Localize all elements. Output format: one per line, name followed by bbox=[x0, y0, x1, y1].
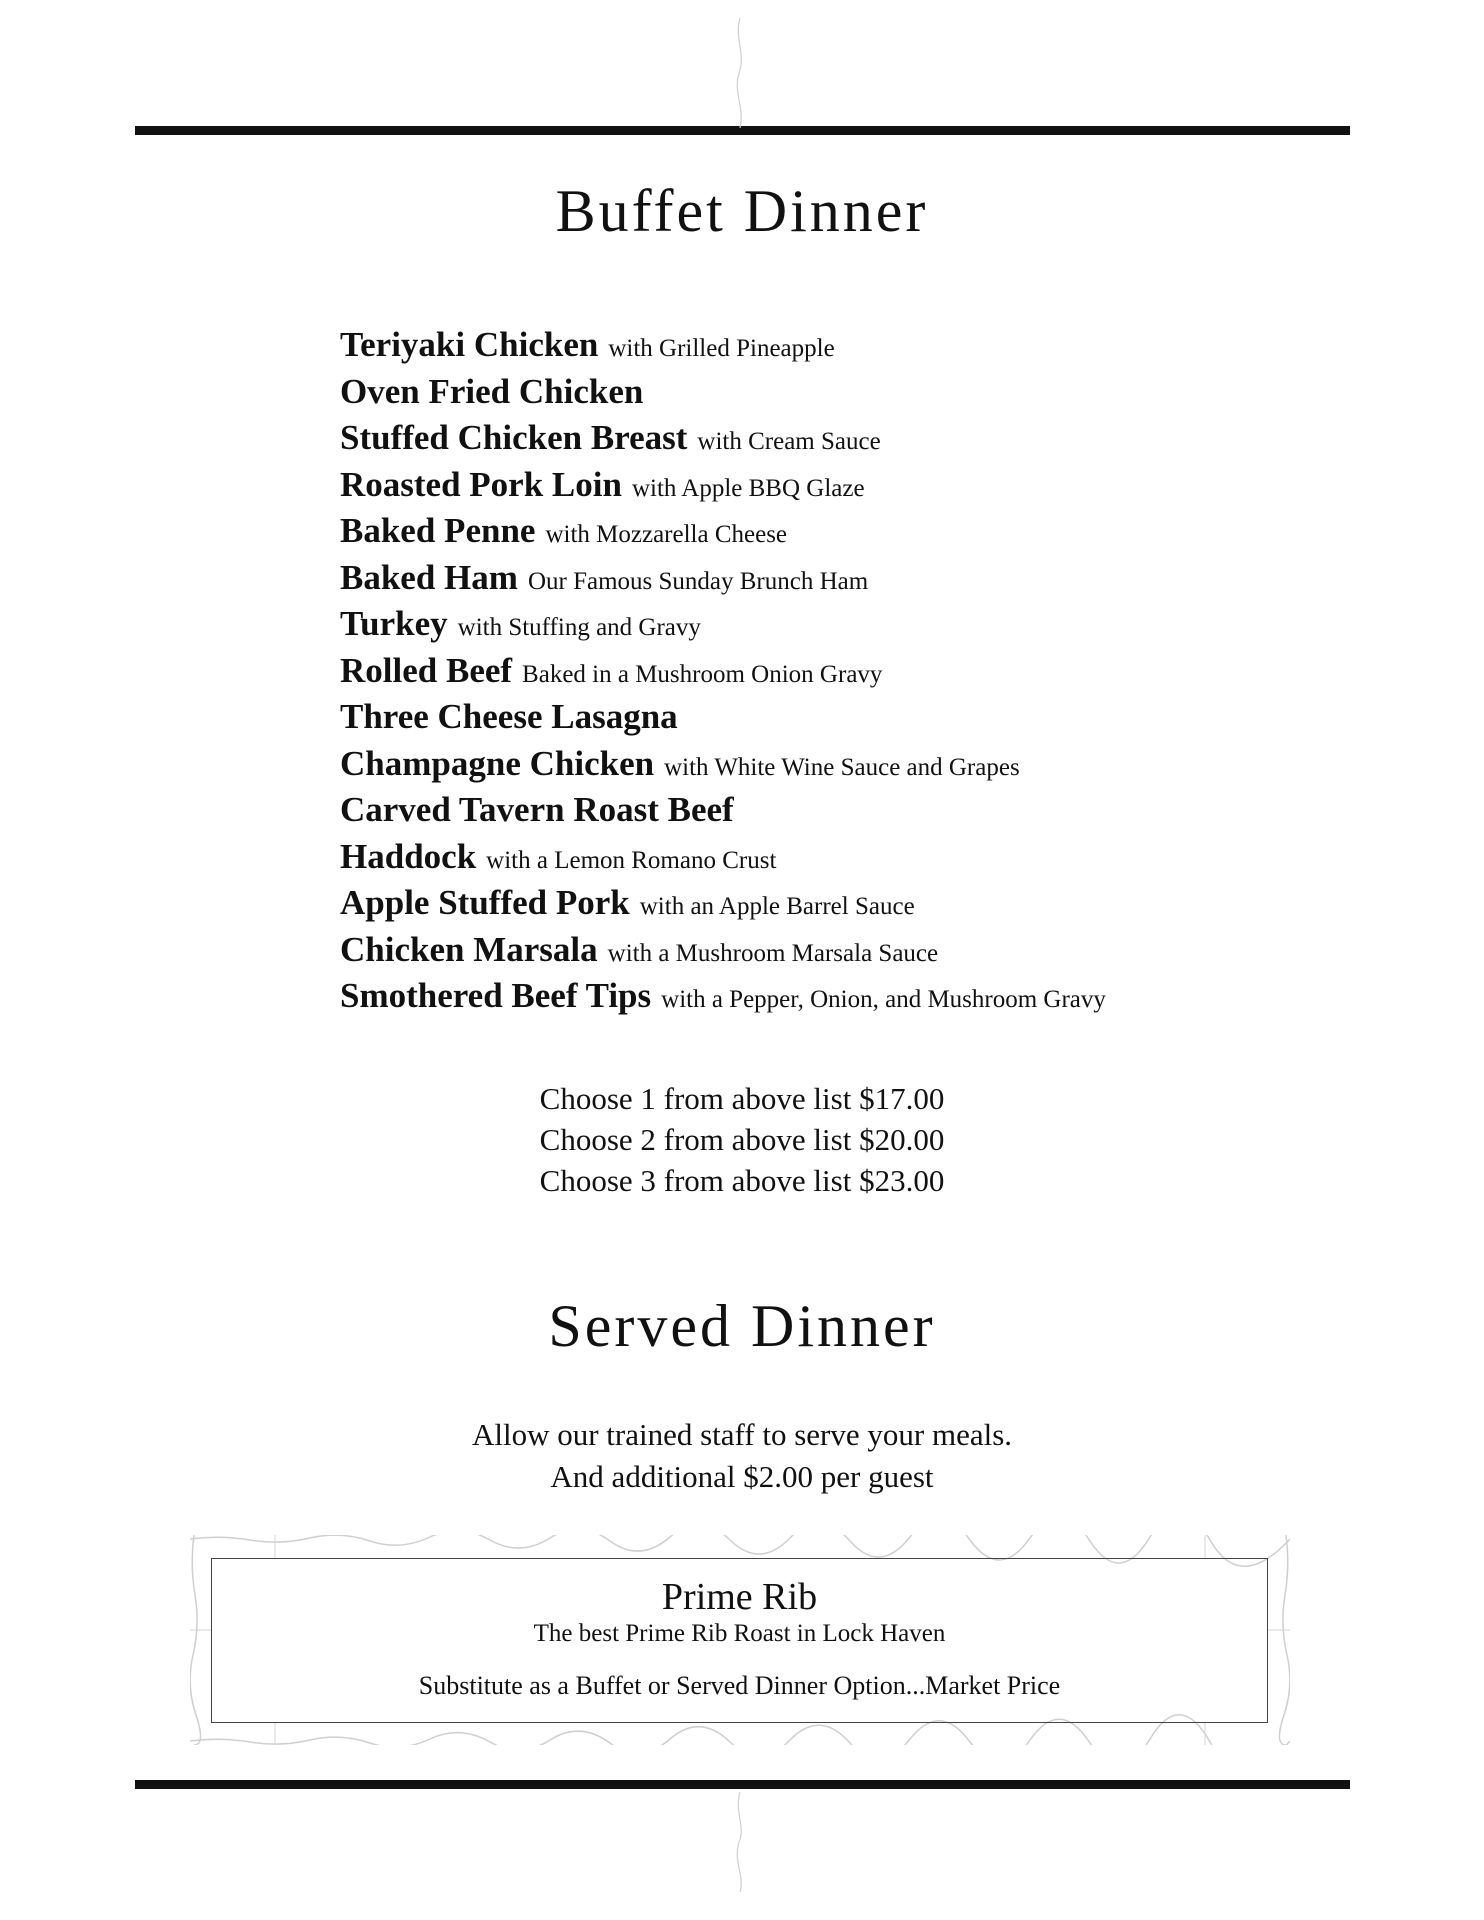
served-dinner-note bbox=[0, 1414, 1484, 1498]
dish-name: Rolled Beef bbox=[340, 650, 513, 690]
dish-description: Our Famous Sunday Brunch Ham bbox=[527, 567, 869, 595]
buffet-menu-list bbox=[340, 322, 1106, 1020]
dish-description: with an Apple Barrel Sauce bbox=[639, 893, 915, 920]
bottom-ornament-line bbox=[730, 1792, 750, 1892]
menu-item bbox=[340, 601, 1106, 648]
dish-name: Three Cheese Lasagna bbox=[340, 697, 678, 736]
dish-description: with Cream Sauce bbox=[697, 428, 881, 455]
top-ornament-line bbox=[730, 18, 750, 128]
prime-rib-panel bbox=[211, 1558, 1268, 1723]
dish-description: with Mozzarella Cheese bbox=[545, 521, 788, 548]
dish-name: Oven Fried Chicken bbox=[340, 371, 644, 411]
prime-rib-title: Prime Rib bbox=[661, 1576, 818, 1618]
dish-description: with Stuffing and Gravy bbox=[457, 614, 701, 641]
dish-description: Baked in a Mushroom Onion Gravy bbox=[522, 660, 883, 688]
dish-name: Turkey bbox=[340, 604, 448, 643]
menu-item bbox=[340, 973, 1106, 1020]
dish-name: Chicken Marsala bbox=[340, 929, 598, 969]
dish-name: Teriyaki Chicken bbox=[340, 325, 599, 364]
buffet-pricing bbox=[0, 1078, 1484, 1201]
prime-rib-description: The best Prime Rib Roast in Lock Haven bbox=[533, 1620, 946, 1647]
dish-description: with Apple BBQ Glaze bbox=[631, 474, 865, 502]
menu-item bbox=[340, 694, 1106, 741]
menu-item bbox=[340, 741, 1106, 788]
dish-name: Baked Ham bbox=[340, 557, 518, 597]
menu-item bbox=[340, 880, 1106, 927]
prime-rib-option: Substitute as a Buffet or Served Dinner Option...Market Price bbox=[418, 1671, 1061, 1700]
prime-rib-box bbox=[190, 1535, 1290, 1745]
price-option: Choose 3 from above list $23.00 bbox=[539, 1163, 945, 1198]
dish-name: Carved Tavern Roast Beef bbox=[340, 790, 734, 829]
bottom-divider bbox=[135, 1780, 1350, 1789]
menu-item bbox=[340, 834, 1106, 881]
dish-description: with a Lemon Romano Crust bbox=[486, 846, 777, 874]
menu-item bbox=[340, 927, 1106, 974]
price-option: Choose 2 from above list $20.00 bbox=[539, 1122, 945, 1157]
dish-name: Champagne Chicken bbox=[340, 743, 655, 783]
menu-item bbox=[340, 369, 1106, 416]
dish-description: with a Mushroom Marsala Sauce bbox=[607, 939, 939, 967]
dish-name: Apple Stuffed Pork bbox=[340, 883, 630, 922]
dish-name: Roasted Pork Loin bbox=[340, 464, 622, 504]
menu-item bbox=[340, 462, 1106, 509]
menu-item bbox=[340, 322, 1106, 369]
dish-name: Stuffed Chicken Breast bbox=[340, 418, 688, 457]
menu-item bbox=[340, 555, 1106, 602]
menu-item bbox=[340, 787, 1106, 834]
dish-description: with a Pepper, Onion, and Mushroom Gravy bbox=[661, 986, 1106, 1013]
menu-item bbox=[340, 508, 1106, 555]
dish-name: Smothered Beef Tips bbox=[340, 976, 652, 1015]
served-dinner-title: Served Dinner bbox=[548, 1293, 936, 1359]
dish-name: Haddock bbox=[340, 836, 477, 876]
dish-description: with White Wine Sauce and Grapes bbox=[664, 753, 1020, 781]
dish-description: with Grilled Pineapple bbox=[608, 335, 835, 362]
served-note-line: And additional $2.00 per guest bbox=[550, 1459, 934, 1494]
dish-name: Baked Penne bbox=[340, 511, 536, 550]
buffet-dinner-title: Buffet Dinner bbox=[555, 178, 929, 244]
served-note-line: Allow our trained staff to serve your meals. bbox=[471, 1417, 1013, 1452]
menu-item bbox=[340, 415, 1106, 462]
menu-item bbox=[340, 648, 1106, 695]
price-option: Choose 1 from above list $17.00 bbox=[539, 1081, 945, 1116]
